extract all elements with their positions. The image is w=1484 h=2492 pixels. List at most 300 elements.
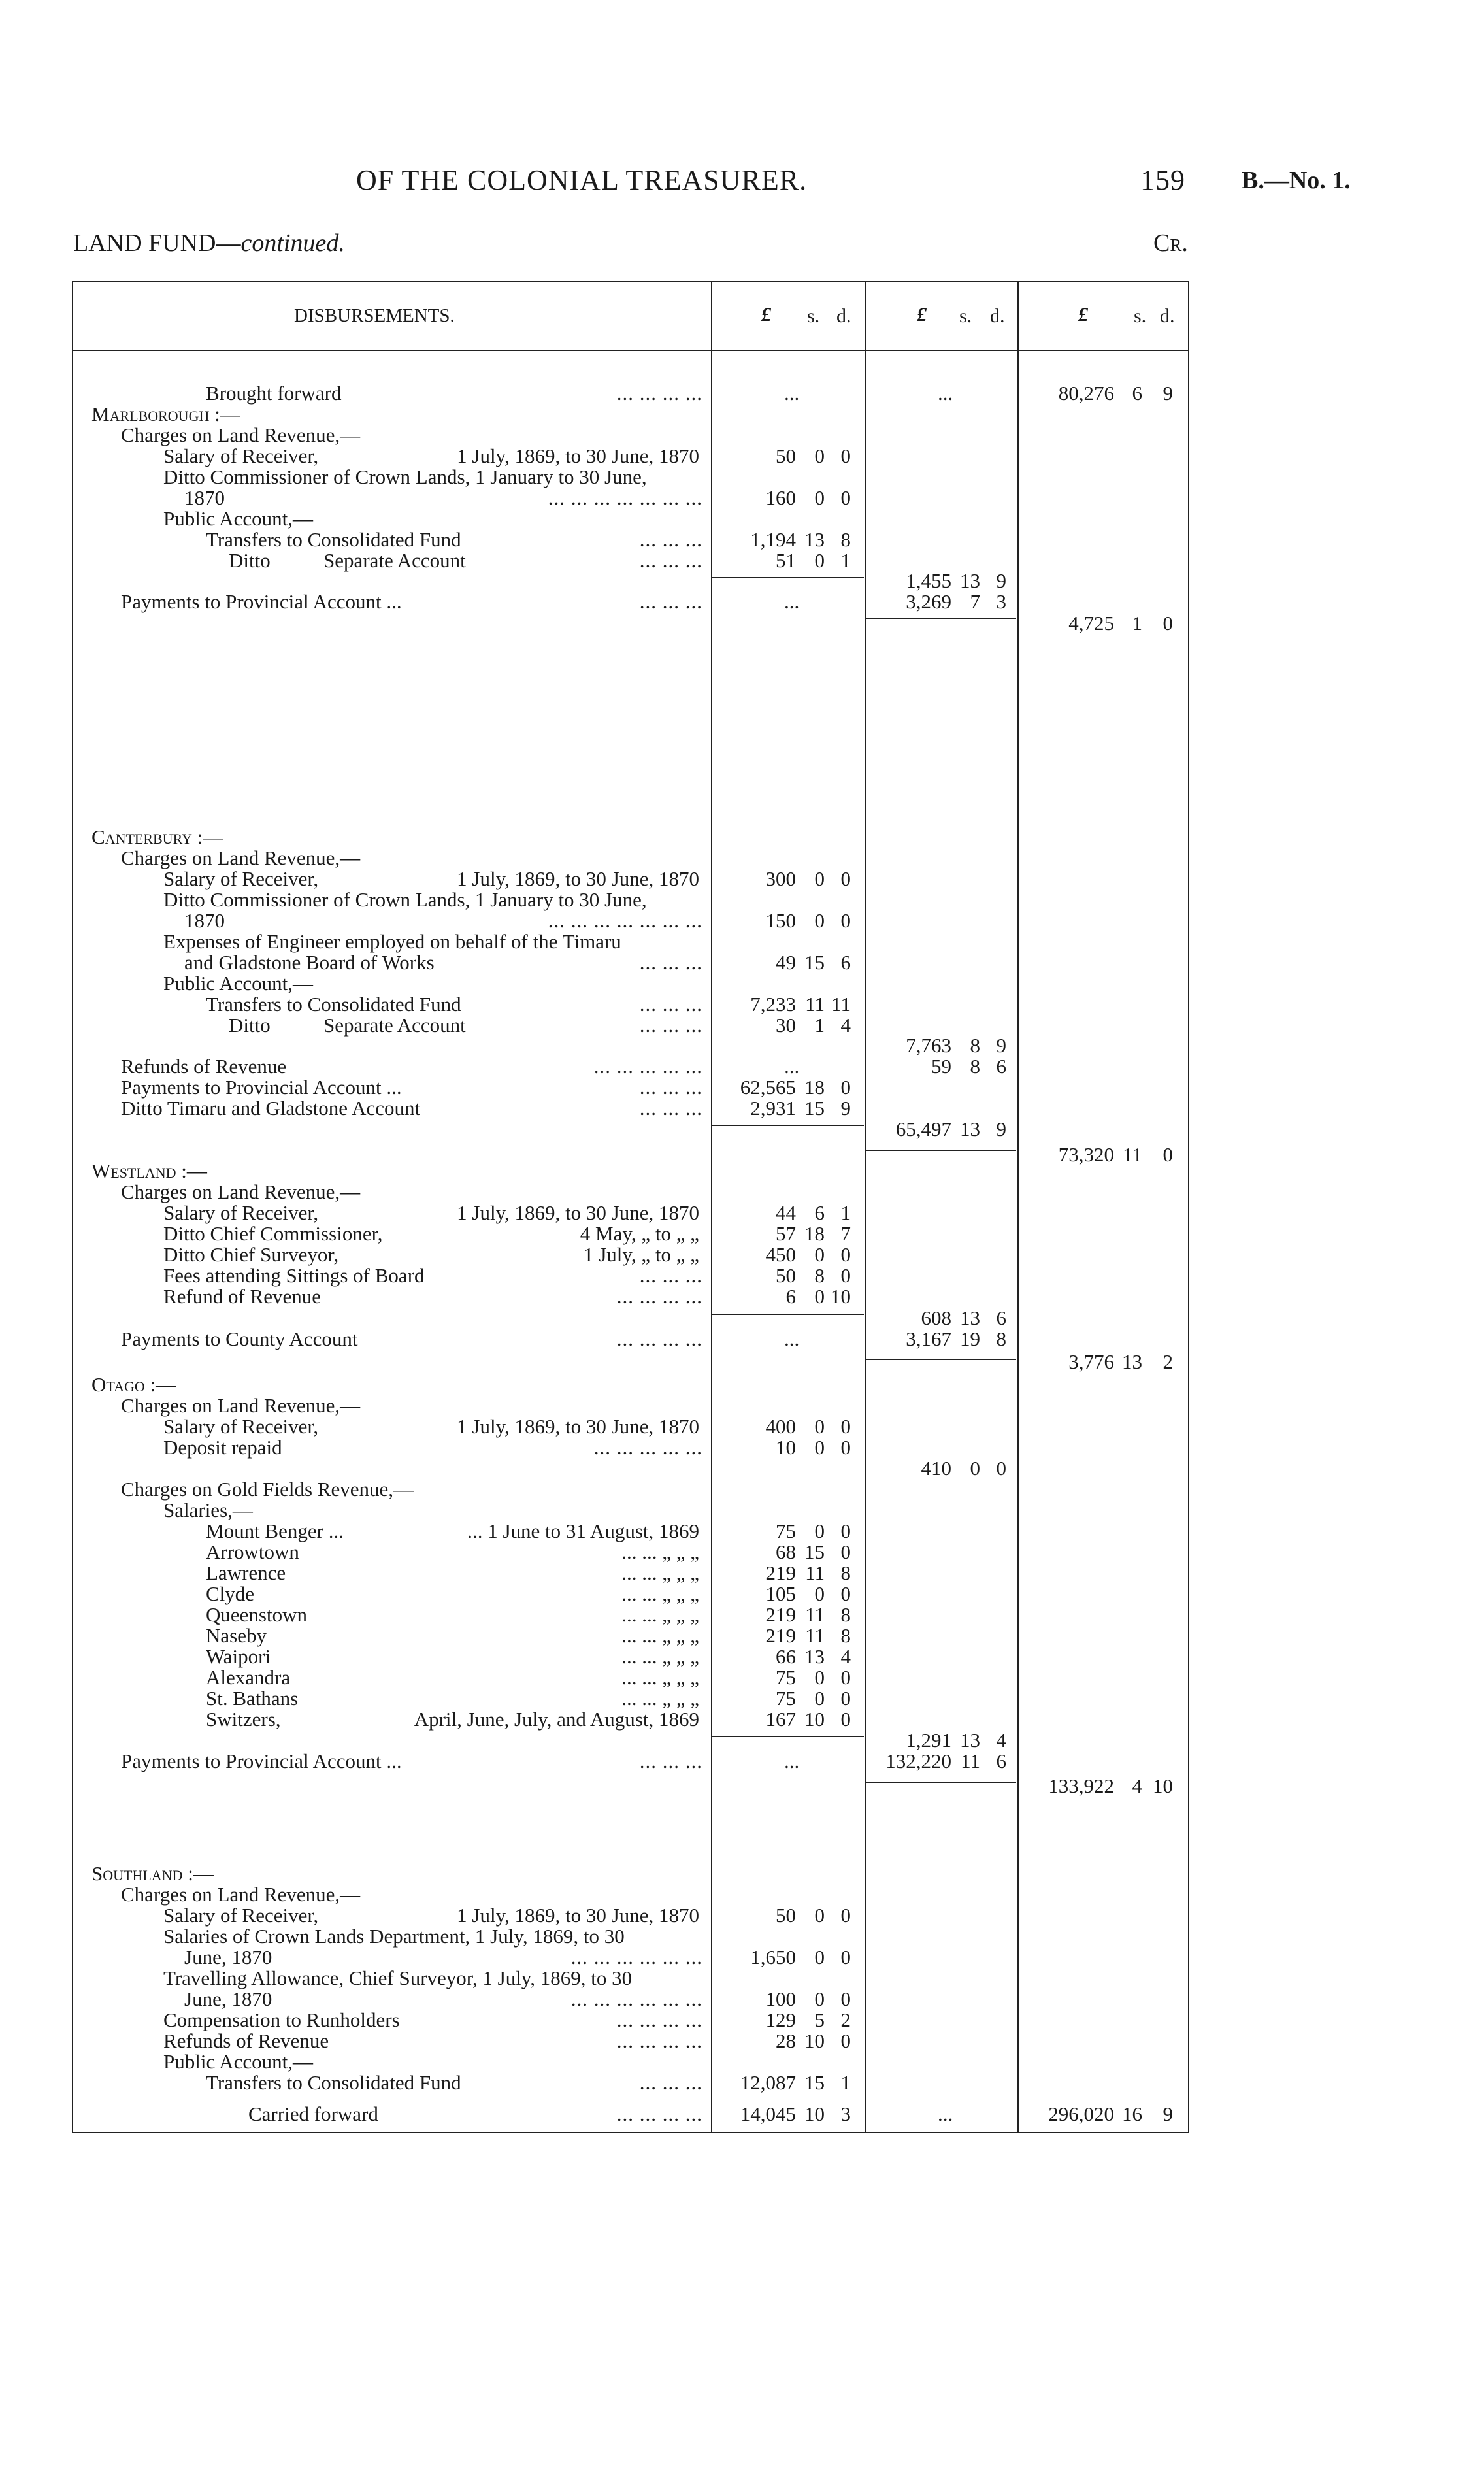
region-heading: Canterbury :—: [91, 825, 223, 848]
amount-pence: 11: [831, 993, 851, 1016]
amount-pounds: 66: [776, 1645, 796, 1668]
amount-pounds: 3,167: [906, 1327, 951, 1350]
amount-pence: 8: [840, 1603, 851, 1626]
amount-pence: 0: [840, 1987, 851, 2010]
amount-pounds: 150: [765, 909, 796, 932]
amount-pounds: 160: [765, 486, 796, 509]
amount-pounds: 1,455: [906, 569, 951, 592]
amount-pence: 4: [840, 1014, 851, 1037]
row-label: Mount Benger ...: [206, 1520, 344, 1542]
table-row: [0, 1374, 1484, 1396]
amount-pounds: 49: [776, 951, 796, 974]
region-heading: Southland :—: [91, 1862, 214, 1885]
leader-dots: ... ... ... ... ... ... ...: [548, 486, 702, 509]
row-label: Charges on Land Revenue,—: [121, 1883, 361, 1906]
row-label: Alexandra: [206, 1666, 291, 1689]
amount-pence: 0: [840, 1076, 851, 1099]
table-row: [0, 1395, 1484, 1417]
amount-shillings: 5: [814, 2008, 825, 2031]
amount-pounds: 12,087: [740, 2071, 796, 2094]
amount-pence: 9: [996, 1118, 1006, 1140]
row-label: Travelling Allowance, Chief Surveyor, 1 July, 1869, to 30: [163, 1967, 633, 1989]
table-row: [0, 1925, 1484, 1948]
amount-pounds: 50: [776, 1264, 796, 1287]
amount-pence: 9: [996, 1034, 1006, 1057]
table-row: [0, 1478, 1484, 1501]
amount-pounds: 450: [765, 1243, 796, 1266]
amount-pounds: 300: [765, 867, 796, 890]
row-label: Carried forward: [248, 2102, 378, 2125]
credit-side-label: Cr.: [1153, 229, 1188, 257]
amount-pounds: 7,763: [906, 1034, 951, 1057]
row-period: ... ... „ „ „: [621, 1624, 699, 1647]
table-row: [0, 1118, 1484, 1140]
table-row: [0, 1667, 1484, 1689]
header-bottom-rule: [72, 350, 1189, 351]
amount-shillings: 10: [804, 1708, 825, 1731]
amount-pence: 6: [996, 1306, 1006, 1329]
amount-shillings: 0: [814, 486, 825, 509]
leader-dots: ... ... ... ...: [616, 382, 702, 405]
leader-dots: ... ... ... ...: [616, 1285, 702, 1308]
row-period: ... ... „ „ „: [621, 1540, 699, 1563]
table-row: [0, 550, 1484, 572]
row-period: 1 July, 1869, to 30 June, 1870: [457, 1415, 699, 1438]
amount-shillings: 11: [805, 993, 825, 1016]
amount-pounds: 2,931: [750, 1097, 796, 1120]
table-row: [0, 1223, 1484, 1245]
amount-shillings: 0: [814, 1415, 825, 1438]
amount-pounds: 3,269: [906, 590, 951, 613]
table-row: [0, 1307, 1484, 1329]
amount-shillings: 18: [804, 1222, 825, 1245]
row-label: Refunds of Revenue: [121, 1055, 287, 1078]
amount-pounds: 1,650: [750, 1946, 796, 1969]
amount-shillings: 1: [814, 1014, 825, 1037]
amount-shillings: 0: [814, 1666, 825, 1689]
amount-shillings: 15: [804, 1540, 825, 1563]
row-label: Salary of Receiver,: [163, 1904, 319, 1927]
amount-pence: 8: [840, 1561, 851, 1584]
row-label: Naseby: [206, 1624, 267, 1647]
row-label: Public Account,—: [163, 507, 314, 530]
amount-pounds: 59: [931, 1055, 951, 1078]
table-row: [0, 529, 1484, 551]
table-row: [0, 1946, 1484, 1969]
region-heading: Marlborough :—: [91, 403, 240, 425]
row-label: Charges on Land Revenue,—: [121, 424, 361, 446]
amount-pence: 9: [1162, 2102, 1173, 2125]
row-label: Salary of Receiver,: [163, 1415, 319, 1438]
table-row: [0, 952, 1484, 974]
amount-pounds: 28: [776, 2029, 796, 2052]
table-row: [0, 1416, 1484, 1438]
row-period: ... ... „ „ „: [621, 1666, 699, 1689]
amount-shillings: 0: [814, 1904, 825, 1927]
amount-shillings: 6: [814, 1201, 825, 1224]
amount-pence: 0: [840, 444, 851, 467]
row-period: 1 July, „ to „ „: [583, 1243, 699, 1266]
table-row: [0, 466, 1484, 488]
amount-shillings: 15: [804, 2071, 825, 2094]
row-label: 1870: [184, 909, 225, 932]
table-row: [0, 1351, 1484, 1373]
row-label: Deposit repaid: [163, 1436, 282, 1459]
amount-shillings: 11: [805, 1624, 825, 1647]
table-row: [0, 1181, 1484, 1203]
amount-shillings: 7: [970, 590, 980, 613]
row-label: Switzers,: [206, 1708, 281, 1731]
row-label: Salary of Receiver,: [163, 444, 319, 467]
row-label: Ditto: [229, 1014, 271, 1037]
row-label: Fees attending Sittings of Board: [163, 1264, 425, 1287]
column-header-shillings: s.: [959, 305, 972, 327]
amount-pence: 10: [831, 1285, 851, 1308]
page-title: OF THE COLONIAL TREASURER.: [356, 164, 808, 196]
amount-pence: 3: [840, 2102, 851, 2125]
leader-dots: ... ... ...: [639, 1014, 702, 1037]
row-label: Compensation to Runholders: [163, 2008, 400, 2031]
amount-ellipsis: ...: [784, 382, 800, 405]
amount-shillings: 0: [814, 909, 825, 932]
amount-shillings: 11: [961, 1750, 980, 1772]
amount-pence: 0: [840, 486, 851, 509]
row-label: Salaries of Crown Lands Department, 1 July, 1869, to 30: [163, 1925, 625, 1948]
table-row: [0, 1646, 1484, 1668]
amount-shillings: 0: [814, 1520, 825, 1542]
amount-pounds: 100: [765, 1987, 796, 2010]
table-row: [0, 1729, 1484, 1752]
table-row: [0, 1035, 1484, 1057]
amount-pounds: 219: [765, 1561, 796, 1584]
leader-dots: ... ... ... ... ... ...: [570, 1946, 702, 1969]
table-row: [0, 1904, 1484, 1927]
amount-pounds: 10: [776, 1436, 796, 1459]
amount-pence: 8: [996, 1327, 1006, 1350]
amount-pounds: 50: [776, 444, 796, 467]
amount-pence: 0: [1162, 612, 1173, 635]
amount-shillings: 13: [804, 528, 825, 551]
leader-dots: ... ... ... ...: [616, 1327, 702, 1350]
amount-pence: 7: [840, 1222, 851, 1245]
table-row: [0, 1562, 1484, 1584]
amount-shillings: 0: [814, 1582, 825, 1605]
row-label: Payments to Provincial Account ...: [121, 1750, 402, 1772]
leader-dots: ... ... ... ... ... ...: [570, 1987, 702, 2010]
row-label-detail: Separate Account: [323, 549, 466, 572]
amount-pence: 0: [840, 1540, 851, 1563]
leader-dots: ... ... ...: [639, 590, 702, 613]
table-row: [0, 1988, 1484, 2010]
amount-pence: 0: [840, 1708, 851, 1731]
amount-pence: 0: [840, 1415, 851, 1438]
amount-shillings: 11: [805, 1603, 825, 1626]
page-number: 159: [1140, 164, 1185, 196]
amount-pence: 0: [840, 909, 851, 932]
row-label: St. Bathans: [206, 1687, 299, 1710]
row-label: Salaries,—: [163, 1499, 253, 1521]
amount-pounds: 75: [776, 1687, 796, 1710]
amount-ellipsis: ...: [938, 2102, 953, 2125]
amount-pence: 0: [840, 2029, 851, 2052]
row-period: ... ... „ „ „: [621, 1603, 699, 1626]
leader-dots: ... ... ...: [639, 549, 702, 572]
amount-pounds: 14,045: [740, 2102, 796, 2125]
amount-shillings: 8: [970, 1055, 980, 1078]
table-row: [0, 931, 1484, 953]
table-row: [0, 1884, 1484, 1906]
amount-pounds: 105: [765, 1582, 796, 1605]
table-row: [0, 591, 1484, 613]
table-row: [0, 847, 1484, 869]
column-header-pence: d.: [990, 305, 1005, 327]
amount-pence: 6: [996, 1750, 1006, 1772]
row-label: Salary of Receiver,: [163, 1201, 319, 1224]
leader-dots: ... ... ...: [639, 2071, 702, 2094]
amount-shillings: 13: [960, 1729, 980, 1752]
table-row: [0, 1202, 1484, 1224]
table-row: [0, 424, 1484, 446]
table-row: [0, 382, 1484, 405]
amount-shillings: 15: [804, 951, 825, 974]
table-row: [0, 1328, 1484, 1350]
column-header-pence: d.: [836, 305, 851, 327]
row-label: Lawrence: [206, 1561, 286, 1584]
amount-ellipsis: ...: [784, 1055, 800, 1078]
amount-pounds: 75: [776, 1666, 796, 1689]
leader-dots: ... ... ...: [639, 1076, 702, 1099]
amount-pence: 0: [1162, 1143, 1173, 1166]
amount-pounds: 3,776: [1068, 1350, 1114, 1373]
row-label: June, 1870: [184, 1987, 272, 2010]
amount-shillings: 13: [1122, 1350, 1142, 1373]
row-label: Payments to Provincial Account ...: [121, 1076, 402, 1099]
amount-pence: 0: [840, 867, 851, 890]
amount-pence: 0: [840, 1687, 851, 1710]
table-row: [0, 1097, 1484, 1120]
region-heading: Otago :—: [91, 1373, 176, 1396]
amount-pence: 1: [840, 1201, 851, 1224]
table-row: [0, 508, 1484, 530]
amount-pounds: 219: [765, 1603, 796, 1626]
table-row: [0, 826, 1484, 848]
amount-pence: 8: [840, 1624, 851, 1647]
table-row: [0, 1541, 1484, 1563]
leader-dots: ... ... ...: [639, 1097, 702, 1120]
row-label: Expenses of Engineer employed on behalf of the Timaru: [163, 930, 621, 953]
table-row: [0, 972, 1484, 995]
amount-pounds: 65,497: [895, 1118, 951, 1140]
row-period: ... ... „ „ „: [621, 1561, 699, 1584]
row-label: Payments to Provincial Account ...: [121, 590, 402, 613]
amount-shillings: 0: [970, 1457, 980, 1480]
table-row: [0, 910, 1484, 932]
table-row: [0, 1499, 1484, 1521]
amount-pence: 9: [1162, 382, 1173, 405]
amount-pence: 0: [840, 1436, 851, 1459]
row-label: Transfers to Consolidated Fund: [206, 528, 461, 551]
table-row: [0, 1055, 1484, 1078]
amount-pounds: 44: [776, 1201, 796, 1224]
row-label: Transfers to Consolidated Fund: [206, 993, 461, 1016]
amount-shillings: 0: [814, 444, 825, 467]
row-label: Ditto Commissioner of Crown Lands, 1 January to 30 June,: [163, 465, 647, 488]
table-row: [0, 1286, 1484, 1308]
amount-shillings: 8: [814, 1264, 825, 1287]
amount-pence: 0: [996, 1457, 1006, 1480]
amount-pence: 2: [840, 2008, 851, 2031]
table-row: [0, 1160, 1484, 1182]
amount-pounds: 51: [776, 549, 796, 572]
row-label: Ditto Chief Surveyor,: [163, 1243, 339, 1266]
table-row: [0, 993, 1484, 1016]
amount-pence: 0: [840, 1904, 851, 1927]
amount-pounds: 296,020: [1048, 2102, 1114, 2125]
table-row: [0, 1708, 1484, 1731]
table-row: [0, 487, 1484, 509]
amount-pounds: 7,233: [750, 993, 796, 1016]
table-row: [0, 868, 1484, 890]
row-label: Charges on Gold Fields Revenue,—: [121, 1478, 414, 1501]
amount-shillings: 0: [814, 1436, 825, 1459]
amount-shillings: 0: [814, 1987, 825, 2010]
row-label-detail: Separate Account: [323, 1014, 466, 1037]
amount-shillings: 13: [960, 1118, 980, 1140]
row-label: Public Account,—: [163, 972, 314, 995]
amount-pounds: 132,220: [885, 1750, 951, 1772]
row-label: Ditto: [229, 549, 271, 572]
amount-pounds: 68: [776, 1540, 796, 1563]
amount-shillings: 13: [960, 569, 980, 592]
amount-pence: 0: [840, 1666, 851, 1689]
row-period: 4 May, „ to „ „: [580, 1222, 699, 1245]
leader-dots: ... ... ... ...: [616, 2102, 702, 2125]
amount-shillings: 0: [814, 867, 825, 890]
row-label: Ditto Chief Commissioner,: [163, 1222, 383, 1245]
amount-shillings: 4: [1132, 1774, 1142, 1797]
amount-pence: 0: [840, 1264, 851, 1287]
amount-pounds: 62,565: [740, 1076, 796, 1099]
amount-pence: 2: [1162, 1350, 1173, 1373]
leader-dots: ... ... ...: [639, 993, 702, 1016]
row-label: Arrowtown: [206, 1540, 299, 1563]
amount-shillings: 11: [805, 1561, 825, 1584]
amount-pounds: 400: [765, 1415, 796, 1438]
amount-pence: 6: [840, 951, 851, 974]
column-header-pounds: £: [917, 304, 927, 325]
section-heading: [73, 229, 345, 258]
row-label: Public Account,—: [163, 2050, 314, 2073]
amount-pounds: 6: [785, 1285, 796, 1308]
amount-pence: 9: [996, 569, 1006, 592]
table-row: [0, 2051, 1484, 2073]
amount-pence: 4: [996, 1729, 1006, 1752]
amount-shillings: 0: [814, 1243, 825, 1266]
amount-pence: 1: [840, 2071, 851, 2094]
amount-ellipsis: ...: [938, 382, 953, 405]
amount-pounds: 80,276: [1058, 382, 1114, 405]
leader-dots: ... ... ...: [639, 1264, 702, 1287]
table-row: [0, 1244, 1484, 1266]
amount-pounds: 50: [776, 1904, 796, 1927]
amount-shillings: 10: [804, 2102, 825, 2125]
amount-pence: 0: [840, 1243, 851, 1266]
leader-dots: ... ... ... ... ...: [593, 1436, 702, 1459]
amount-pounds: 75: [776, 1520, 796, 1542]
amount-shillings: 11: [1123, 1143, 1142, 1166]
amount-pence: 8: [840, 528, 851, 551]
amount-pence: 10: [1153, 1774, 1173, 1797]
row-label: Charges on Land Revenue,—: [121, 1180, 361, 1203]
amount-pounds: 608: [921, 1306, 951, 1329]
table-row: [0, 1750, 1484, 1772]
row-period: 1 July, 1869, to 30 June, 1870: [457, 1904, 699, 1927]
leader-dots: ... ... ...: [639, 951, 702, 974]
row-period: ... ... „ „ „: [621, 1687, 699, 1710]
table-row: [0, 1604, 1484, 1626]
row-label: June, 1870: [184, 1946, 272, 1969]
row-label: Ditto Timaru and Gladstone Account: [121, 1097, 421, 1120]
section-heading-continued: continued.: [240, 229, 345, 257]
row-label: Waipori: [206, 1645, 271, 1668]
amount-pence: 0: [840, 1582, 851, 1605]
amount-shillings: 1: [1132, 612, 1142, 635]
row-period: 1 July, 1869, to 30 June, 1870: [457, 444, 699, 467]
table-row: [0, 1967, 1484, 1989]
column-header-shillings: s.: [807, 305, 820, 327]
table-row: [0, 1014, 1484, 1037]
amount-ellipsis: ...: [784, 1327, 800, 1350]
row-label: Salary of Receiver,: [163, 867, 319, 890]
column-header-pounds: £: [1078, 304, 1088, 325]
table-row: [0, 570, 1484, 592]
amount-shillings: 0: [814, 1687, 825, 1710]
region-heading: Westland :—: [91, 1159, 207, 1182]
amount-shillings: 0: [814, 549, 825, 572]
row-period: 1 July, 1869, to 30 June, 1870: [457, 1201, 699, 1224]
table-row: [0, 1520, 1484, 1542]
amount-shillings: 6: [1132, 382, 1142, 405]
amount-shillings: 0: [814, 1946, 825, 1969]
amount-shillings: 19: [960, 1327, 980, 1350]
table-row: [0, 1863, 1484, 1885]
table-row: [0, 612, 1484, 635]
amount-shillings: 10: [804, 2029, 825, 2052]
leader-dots: ... ... ... ... ...: [593, 1055, 702, 1078]
amount-shillings: 16: [1122, 2102, 1142, 2125]
row-label: Clyde: [206, 1582, 255, 1605]
column-header-pounds: £: [761, 304, 771, 325]
amount-pounds: 167: [765, 1708, 796, 1731]
row-label: and Gladstone Board of Works: [184, 951, 435, 974]
table-row: [0, 1457, 1484, 1480]
row-label: Refund of Revenue: [163, 1285, 322, 1308]
row-label: 1870: [184, 486, 225, 509]
row-label: Payments to County Account: [121, 1327, 358, 1350]
amount-pounds: 219: [765, 1624, 796, 1647]
column-header-shillings: s.: [1134, 305, 1147, 327]
amount-shillings: 8: [970, 1034, 980, 1057]
amount-pence: 3: [996, 590, 1006, 613]
row-period: ... ... „ „ „: [621, 1645, 699, 1668]
leader-dots: ... ... ... ...: [616, 2029, 702, 2052]
table-row: [0, 889, 1484, 911]
amount-pounds: 57: [776, 1222, 796, 1245]
leader-dots: ... ... ...: [639, 1750, 702, 1772]
row-label: Transfers to Consolidated Fund: [206, 2071, 461, 2094]
table-row: [0, 2103, 1484, 2125]
amount-pence: 6: [996, 1055, 1006, 1078]
